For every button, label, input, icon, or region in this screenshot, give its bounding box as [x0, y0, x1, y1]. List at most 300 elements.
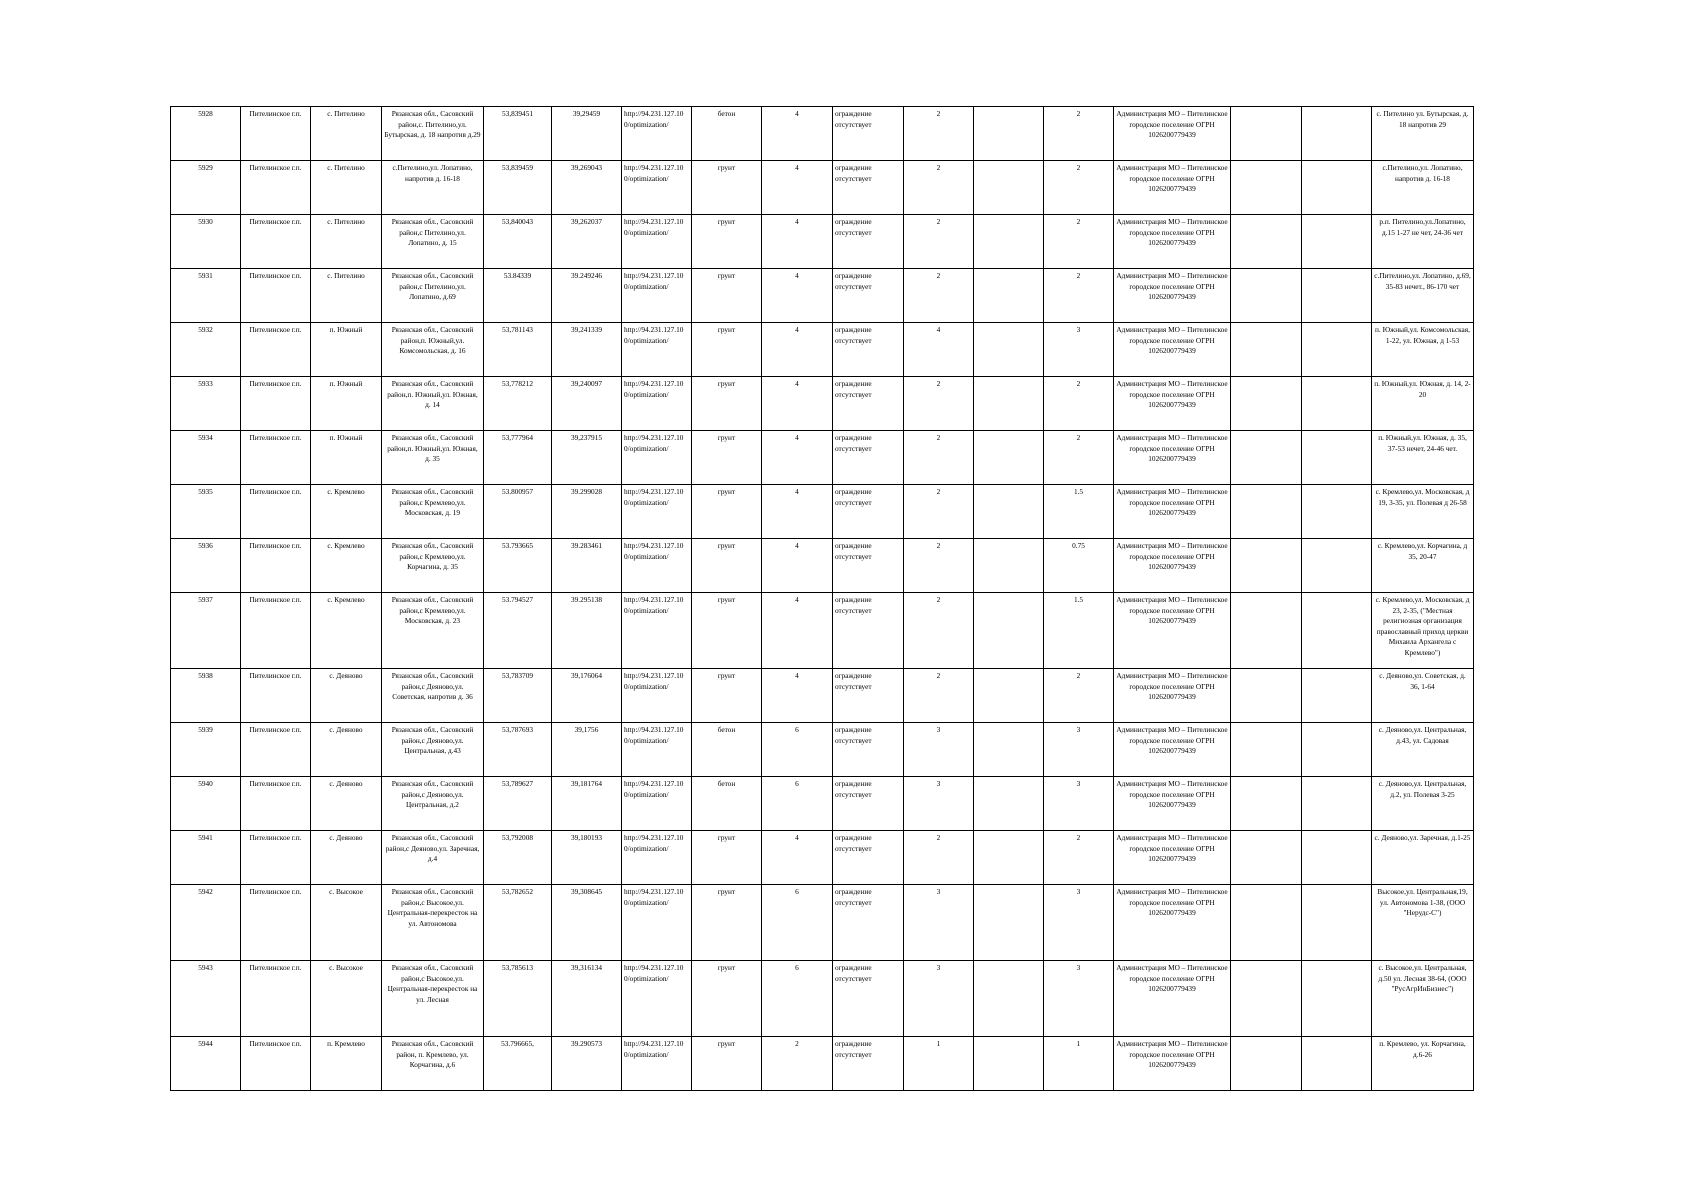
container-volume-cell: 0.75: [1044, 539, 1114, 593]
table-row: [171, 539, 1474, 593]
locality-name-cell: с. Пителино: [311, 269, 382, 323]
settlement-name-cell: Пителинское г.п.: [241, 215, 311, 269]
latitude-cell: 53,839451: [484, 107, 552, 161]
empty-cell-2-cell: [1302, 593, 1372, 669]
site-area-cell: 4: [762, 107, 833, 161]
map-link-cell: http://94.231.127.10 0/optimization/: [622, 593, 692, 669]
map-link-cell: http://94.231.127.10 0/optimization/: [622, 107, 692, 161]
site-address-cell: Рязанская обл., Сасовский район,п. Южный,ул. Южная, д. 14: [382, 377, 484, 431]
row-number-cell: 5928: [171, 107, 241, 161]
row-number-cell: 5930: [171, 215, 241, 269]
registry-table: [170, 106, 1474, 1091]
site-address-cell: Рязанская обл., Сасовский район,п. Южный,ул. Комсомольская, д. 16: [382, 323, 484, 377]
served-objects-cell: с. Деяново,ул. Советская, д. 36, 1-64: [1372, 669, 1474, 723]
site-address-cell: Рязанская обл., Сасовский район,п. Южный,ул. Южная, д. 35: [382, 431, 484, 485]
fence-status-cell: ограждение отсутствует: [833, 539, 904, 593]
row-number-cell: 5942: [171, 885, 241, 961]
settlement-name-cell: Пителинское г.п.: [241, 593, 311, 669]
row-number-cell: 5935: [171, 485, 241, 539]
table-row: [171, 377, 1474, 431]
table-row: [171, 107, 1474, 161]
empty-cell-1-cell: [1231, 269, 1302, 323]
longitude-cell: 39.295138: [552, 593, 622, 669]
container-volume-cell: 3: [1044, 885, 1114, 961]
map-link-cell: http://94.231.127.10 0/optimization/: [622, 961, 692, 1037]
owner-organization-cell: Администрация МО – Пителинское городское поселение ОГРН 1026200779439: [1114, 593, 1231, 669]
surface-type-cell: грунт: [692, 161, 762, 215]
container-volume-cell: 3: [1044, 777, 1114, 831]
site-address-cell: Рязанская обл., Сасовский район,с Кремлево,ул. Московская, д. 19: [382, 485, 484, 539]
site-area-cell: 2: [762, 1037, 833, 1091]
site-area-cell: 4: [762, 485, 833, 539]
container-count-cell: 3: [904, 961, 974, 1037]
container-count-cell: 2: [904, 431, 974, 485]
container-count-2-cell: [974, 723, 1044, 777]
locality-name-cell: с. Деяново: [311, 777, 382, 831]
longitude-cell: 39,308645: [552, 885, 622, 961]
container-count-cell: 2: [904, 669, 974, 723]
site-area-cell: 4: [762, 539, 833, 593]
row-number-cell: 5937: [171, 593, 241, 669]
site-address-cell: Рязанская обл., Сасовский район,с Кремлево,ул. Московская, д. 23: [382, 593, 484, 669]
latitude-cell: 53,789627: [484, 777, 552, 831]
empty-cell-2-cell: [1302, 485, 1372, 539]
surface-type-cell: бетон: [692, 723, 762, 777]
surface-type-cell: бетон: [692, 107, 762, 161]
fence-status-cell: ограждение отсутствует: [833, 377, 904, 431]
table-row: [171, 831, 1474, 885]
empty-cell-1-cell: [1231, 593, 1302, 669]
fence-status-cell: ограждение отсутствует: [833, 215, 904, 269]
container-volume-cell: 1.5: [1044, 593, 1114, 669]
empty-cell-1-cell: [1231, 107, 1302, 161]
container-count-cell: 2: [904, 377, 974, 431]
row-number-cell: 5936: [171, 539, 241, 593]
longitude-cell: 39,237915: [552, 431, 622, 485]
served-objects-cell: с. Высокое,ул. Центральная, д.50 ул. Лесная 38-64, (ООО "РусАгрИнБизнес"): [1372, 961, 1474, 1037]
row-number-cell: 5938: [171, 669, 241, 723]
empty-cell-2-cell: [1302, 539, 1372, 593]
owner-organization-cell: Администрация МО – Пителинское городское поселение ОГРН 1026200779439: [1114, 323, 1231, 377]
container-count-cell: 2: [904, 215, 974, 269]
longitude-cell: 39,176064: [552, 669, 622, 723]
owner-organization-cell: Администрация МО – Пителинское городское поселение ОГРН 1026200779439: [1114, 269, 1231, 323]
settlement-name-cell: Пителинское г.п.: [241, 961, 311, 1037]
container-count-cell: 2: [904, 161, 974, 215]
container-volume-cell: 2: [1044, 377, 1114, 431]
longitude-cell: 39,180193: [552, 831, 622, 885]
row-number-cell: 5941: [171, 831, 241, 885]
site-address-cell: Рязанская обл., Сасовский район,с Высокое,ул. Центральная-перекресток на ул. Автономова: [382, 885, 484, 961]
surface-type-cell: грунт: [692, 431, 762, 485]
owner-organization-cell: Администрация МО – Пителинское городское поселение ОГРН 1026200779439: [1114, 885, 1231, 961]
surface-type-cell: грунт: [692, 831, 762, 885]
container-count-2-cell: [974, 961, 1044, 1037]
locality-name-cell: п. Кремлево: [311, 1037, 382, 1091]
served-objects-cell: с. Деяново,ул. Центральная, д.2, ул. Полевая 3-25: [1372, 777, 1474, 831]
fence-status-cell: ограждение отсутствует: [833, 777, 904, 831]
site-area-cell: 4: [762, 323, 833, 377]
locality-name-cell: с. Деяново: [311, 723, 382, 777]
map-link-cell: http://94.231.127.10 0/optimization/: [622, 485, 692, 539]
empty-cell-1-cell: [1231, 669, 1302, 723]
surface-type-cell: грунт: [692, 269, 762, 323]
container-count-2-cell: [974, 161, 1044, 215]
table-row: [171, 485, 1474, 539]
container-count-2-cell: [974, 323, 1044, 377]
fence-status-cell: ограждение отсутствует: [833, 831, 904, 885]
served-objects-cell: п. Южный,ул. Комсомольская, 1-22, ул. Южная, д 1-53: [1372, 323, 1474, 377]
fence-status-cell: ограждение отсутствует: [833, 431, 904, 485]
latitude-cell: 53.84339: [484, 269, 552, 323]
row-number-cell: 5932: [171, 323, 241, 377]
table-row: [171, 885, 1474, 961]
longitude-cell: 39.290573: [552, 1037, 622, 1091]
table-body: [171, 107, 1474, 1091]
table-row: [171, 777, 1474, 831]
surface-type-cell: грунт: [692, 377, 762, 431]
container-count-2-cell: [974, 485, 1044, 539]
site-address-cell: Рязанская обл., Сасовский район,с Кремлево,ул. Корчагина, д. 35: [382, 539, 484, 593]
container-count-2-cell: [974, 1037, 1044, 1091]
surface-type-cell: грунт: [692, 593, 762, 669]
empty-cell-2-cell: [1302, 669, 1372, 723]
locality-name-cell: с. Пителино: [311, 161, 382, 215]
latitude-cell: 53,787693: [484, 723, 552, 777]
container-volume-cell: 2: [1044, 215, 1114, 269]
row-number-cell: 5931: [171, 269, 241, 323]
container-volume-cell: 3: [1044, 323, 1114, 377]
site-address-cell: Рязанская обл., Сасовский район,с Деяново,ул. Советская, напротив д. 36: [382, 669, 484, 723]
settlement-name-cell: Пителинское г.п.: [241, 831, 311, 885]
table-row: [171, 161, 1474, 215]
site-area-cell: 4: [762, 431, 833, 485]
site-area-cell: 6: [762, 723, 833, 777]
latitude-cell: 53.793665: [484, 539, 552, 593]
container-count-2-cell: [974, 593, 1044, 669]
empty-cell-2-cell: [1302, 107, 1372, 161]
empty-cell-1-cell: [1231, 161, 1302, 215]
owner-organization-cell: Администрация МО – Пителинское городское поселение ОГРН 1026200779439: [1114, 107, 1231, 161]
site-address-cell: Рязанская обл., Сасовский район,с. Пителино,ул. Бутырская, д. 18 напротив д.29: [382, 107, 484, 161]
locality-name-cell: с. Кремлево: [311, 539, 382, 593]
site-area-cell: 6: [762, 777, 833, 831]
site-area-cell: 4: [762, 215, 833, 269]
latitude-cell: 53,777964: [484, 431, 552, 485]
served-objects-cell: р.п. Пителино,ул.Лопатино, д.15 1-27 не чет, 24-36 чет: [1372, 215, 1474, 269]
locality-name-cell: с. Кремлево: [311, 593, 382, 669]
container-volume-cell: 2: [1044, 269, 1114, 323]
site-area-cell: 4: [762, 669, 833, 723]
container-count-cell: 2: [904, 107, 974, 161]
container-count-cell: 2: [904, 593, 974, 669]
latitude-cell: 53,785613: [484, 961, 552, 1037]
surface-type-cell: грунт: [692, 485, 762, 539]
empty-cell-1-cell: [1231, 723, 1302, 777]
empty-cell-1-cell: [1231, 377, 1302, 431]
latitude-cell: 53,792008: [484, 831, 552, 885]
owner-organization-cell: Администрация МО – Пителинское городское поселение ОГРН 1026200779439: [1114, 669, 1231, 723]
settlement-name-cell: Пителинское г.п.: [241, 107, 311, 161]
site-address-cell: Рязанская обл., Сасовский район,с Деяново,ул. Заречная, д.4: [382, 831, 484, 885]
longitude-cell: 39,181764: [552, 777, 622, 831]
settlement-name-cell: Пителинское г.п.: [241, 539, 311, 593]
empty-cell-1-cell: [1231, 539, 1302, 593]
served-objects-cell: с. Кремлево,ул. Московская, д 19, 3-35, ул. Полевая д 26-58: [1372, 485, 1474, 539]
container-volume-cell: 2: [1044, 831, 1114, 885]
site-area-cell: 4: [762, 269, 833, 323]
served-objects-cell: с. Кремлево,ул. Корчагина, д 35, 20-47: [1372, 539, 1474, 593]
owner-organization-cell: Администрация МО – Пителинское городское поселение ОГРН 1026200779439: [1114, 215, 1231, 269]
locality-name-cell: с. Высокое: [311, 961, 382, 1037]
container-count-cell: 2: [904, 485, 974, 539]
fence-status-cell: ограждение отсутствует: [833, 961, 904, 1037]
table-row: [171, 1037, 1474, 1091]
surface-type-cell: грунт: [692, 215, 762, 269]
empty-cell-2-cell: [1302, 215, 1372, 269]
container-volume-cell: 1.5: [1044, 485, 1114, 539]
map-link-cell: http://94.231.127.10 0/optimization/: [622, 215, 692, 269]
settlement-name-cell: Пителинское г.п.: [241, 377, 311, 431]
map-link-cell: http://94.231.127.10 0/optimization/: [622, 377, 692, 431]
container-volume-cell: 2: [1044, 431, 1114, 485]
settlement-name-cell: Пителинское г.п.: [241, 431, 311, 485]
container-volume-cell: 2: [1044, 161, 1114, 215]
site-area-cell: 4: [762, 161, 833, 215]
table-row: [171, 323, 1474, 377]
map-link-cell: http://94.231.127.10 0/optimization/: [622, 539, 692, 593]
container-count-cell: 2: [904, 269, 974, 323]
served-objects-cell: Высокое,ул. Центральная,19, ул. Автономова 1-38, (ООО "Нерудс-С"): [1372, 885, 1474, 961]
latitude-cell: 53,778212: [484, 377, 552, 431]
empty-cell-1-cell: [1231, 215, 1302, 269]
row-number-cell: 5943: [171, 961, 241, 1037]
container-volume-cell: 3: [1044, 723, 1114, 777]
empty-cell-1-cell: [1231, 485, 1302, 539]
latitude-cell: 53.800957: [484, 485, 552, 539]
row-number-cell: 5929: [171, 161, 241, 215]
site-area-cell: 6: [762, 961, 833, 1037]
site-address-cell: Рязанская обл., Сасовский район,с Деяново,ул. Центральная, д.43: [382, 723, 484, 777]
map-link-cell: http://94.231.127.10 0/optimization/: [622, 431, 692, 485]
empty-cell-2-cell: [1302, 269, 1372, 323]
empty-cell-1-cell: [1231, 323, 1302, 377]
owner-organization-cell: Администрация МО – Пителинское городское поселение ОГРН 1026200779439: [1114, 161, 1231, 215]
site-area-cell: 4: [762, 377, 833, 431]
settlement-name-cell: Пителинское г.п.: [241, 323, 311, 377]
owner-organization-cell: Администрация МО – Пителинское городское поселение ОГРН 1026200779439: [1114, 961, 1231, 1037]
map-link-cell: http://94.231.127.10 0/optimization/: [622, 831, 692, 885]
container-count-cell: 2: [904, 831, 974, 885]
surface-type-cell: бетон: [692, 777, 762, 831]
surface-type-cell: грунт: [692, 885, 762, 961]
fence-status-cell: ограждение отсутствует: [833, 323, 904, 377]
settlement-name-cell: Пителинское г.п.: [241, 269, 311, 323]
served-objects-cell: с.Пителино,ул. Лопатино, д.69, 35-83 нечет., 86-170 чет: [1372, 269, 1474, 323]
locality-name-cell: с. Пителино: [311, 215, 382, 269]
container-volume-cell: 3: [1044, 961, 1114, 1037]
empty-cell-2-cell: [1302, 377, 1372, 431]
container-count-cell: 3: [904, 885, 974, 961]
site-address-cell: с.Пителино,ул. Лопатино, напротив д. 16-18: [382, 161, 484, 215]
empty-cell-1-cell: [1231, 1037, 1302, 1091]
locality-name-cell: с. Высокое: [311, 885, 382, 961]
map-link-cell: http://94.231.127.10 0/optimization/: [622, 1037, 692, 1091]
latitude-cell: 53,839459: [484, 161, 552, 215]
served-objects-cell: с.Пителино,ул. Лопатино, напротив д. 16-18: [1372, 161, 1474, 215]
map-link-cell: http://94.231.127.10 0/optimization/: [622, 777, 692, 831]
longitude-cell: 39,262037: [552, 215, 622, 269]
owner-organization-cell: Администрация МО – Пителинское городское поселение ОГРН 1026200779439: [1114, 831, 1231, 885]
settlement-name-cell: Пителинское г.п.: [241, 1037, 311, 1091]
container-count-cell: 3: [904, 777, 974, 831]
fence-status-cell: ограждение отсутствует: [833, 1037, 904, 1091]
empty-cell-1-cell: [1231, 831, 1302, 885]
container-volume-cell: 2: [1044, 107, 1114, 161]
map-link-cell: http://94.231.127.10 0/optimization/: [622, 669, 692, 723]
container-count-2-cell: [974, 831, 1044, 885]
owner-organization-cell: Администрация МО – Пителинское городское поселение ОГРН 1026200779439: [1114, 539, 1231, 593]
empty-cell-2-cell: [1302, 323, 1372, 377]
settlement-name-cell: Пителинское г.п.: [241, 669, 311, 723]
container-volume-cell: 2: [1044, 669, 1114, 723]
locality-name-cell: п. Южный: [311, 431, 382, 485]
settlement-name-cell: Пителинское г.п.: [241, 161, 311, 215]
settlement-name-cell: Пителинское г.п.: [241, 777, 311, 831]
site-address-cell: Рязанская обл., Сасовский район, п. Кремлево, ул. Корчагина, д.6: [382, 1037, 484, 1091]
row-number-cell: 5944: [171, 1037, 241, 1091]
locality-name-cell: п. Южный: [311, 323, 382, 377]
served-objects-cell: с. Кремлево,ул. Московская, д 23, 2-35, ("Местная религиозная организация православный приход церкви Михаила Архангела с Кремлево"): [1372, 593, 1474, 669]
longitude-cell: 39.283461: [552, 539, 622, 593]
container-count-2-cell: [974, 215, 1044, 269]
row-number-cell: 5934: [171, 431, 241, 485]
site-address-cell: Рязанская обл., Сасовский район,с Пителино,ул. Лопатино, д.69: [382, 269, 484, 323]
served-objects-cell: с. Деяново,ул. Заречная, д.1-25: [1372, 831, 1474, 885]
owner-organization-cell: Администрация МО – Пителинское городское поселение ОГРН 1026200779439: [1114, 777, 1231, 831]
latitude-cell: 53,840043: [484, 215, 552, 269]
table-row: [171, 593, 1474, 669]
latitude-cell: 53,781143: [484, 323, 552, 377]
fence-status-cell: ограждение отсутствует: [833, 161, 904, 215]
longitude-cell: 39,29459: [552, 107, 622, 161]
site-area-cell: 4: [762, 831, 833, 885]
empty-cell-1-cell: [1231, 961, 1302, 1037]
container-volume-cell: 1: [1044, 1037, 1114, 1091]
empty-cell-2-cell: [1302, 161, 1372, 215]
locality-name-cell: с. Кремлево: [311, 485, 382, 539]
empty-cell-2-cell: [1302, 1037, 1372, 1091]
longitude-cell: 39,240097: [552, 377, 622, 431]
fence-status-cell: ограждение отсутствует: [833, 669, 904, 723]
map-link-cell: http://94.231.127.10 0/optimization/: [622, 723, 692, 777]
empty-cell-2-cell: [1302, 723, 1372, 777]
site-address-cell: Рязанская обл., Сасовский район,с Деяново,ул. Центральная, д.2: [382, 777, 484, 831]
served-objects-cell: п. Южный,ул. Южная, д. 35, 37-53 нечет, 24-46 чет.: [1372, 431, 1474, 485]
surface-type-cell: грунт: [692, 1037, 762, 1091]
longitude-cell: 39,316134: [552, 961, 622, 1037]
container-count-cell: 2: [904, 539, 974, 593]
empty-cell-1-cell: [1231, 885, 1302, 961]
fence-status-cell: ограждение отсутствует: [833, 593, 904, 669]
table-row: [171, 431, 1474, 485]
fence-status-cell: ограждение отсутствует: [833, 107, 904, 161]
surface-type-cell: грунт: [692, 323, 762, 377]
locality-name-cell: п. Южный: [311, 377, 382, 431]
container-count-2-cell: [974, 431, 1044, 485]
owner-organization-cell: Администрация МО – Пителинское городское поселение ОГРН 1026200779439: [1114, 723, 1231, 777]
fence-status-cell: ограждение отсутствует: [833, 485, 904, 539]
map-link-cell: http://94.231.127.10 0/optimization/: [622, 161, 692, 215]
locality-name-cell: с. Деяново: [311, 669, 382, 723]
longitude-cell: 39,1756: [552, 723, 622, 777]
site-address-cell: Рязанская обл., Сасовский район,с Высокое,ул. Центральная-перекресток на ул. Лесная: [382, 961, 484, 1037]
empty-cell-1-cell: [1231, 777, 1302, 831]
site-address-cell: Рязанская обл., Сасовский район,с Пителино,ул. Лопатино, д. 15: [382, 215, 484, 269]
container-count-cell: 4: [904, 323, 974, 377]
settlement-name-cell: Пителинское г.п.: [241, 723, 311, 777]
surface-type-cell: грунт: [692, 539, 762, 593]
owner-organization-cell: Администрация МО – Пителинское городское поселение ОГРН 1026200779439: [1114, 485, 1231, 539]
map-link-cell: http://94.231.127.10 0/optimization/: [622, 323, 692, 377]
longitude-cell: 39.299028: [552, 485, 622, 539]
container-count-2-cell: [974, 269, 1044, 323]
surface-type-cell: грунт: [692, 961, 762, 1037]
empty-cell-2-cell: [1302, 961, 1372, 1037]
map-link-cell: http://94.231.127.10 0/optimization/: [622, 885, 692, 961]
table-row: [171, 669, 1474, 723]
latitude-cell: 53.796665,: [484, 1037, 552, 1091]
row-number-cell: 5940: [171, 777, 241, 831]
surface-type-cell: грунт: [692, 669, 762, 723]
table-row: [171, 723, 1474, 777]
table-row: [171, 961, 1474, 1037]
empty-cell-1-cell: [1231, 431, 1302, 485]
settlement-name-cell: Пителинское г.п.: [241, 485, 311, 539]
container-count-cell: 3: [904, 723, 974, 777]
fence-status-cell: ограждение отсутствует: [833, 723, 904, 777]
site-area-cell: 6: [762, 885, 833, 961]
served-objects-cell: п. Кремлево, ул. Корчагина, д.6-26: [1372, 1037, 1474, 1091]
fence-status-cell: ограждение отсутствует: [833, 885, 904, 961]
site-area-cell: 4: [762, 593, 833, 669]
row-number-cell: 5933: [171, 377, 241, 431]
longitude-cell: 39.249246: [552, 269, 622, 323]
served-objects-cell: п. Южный,ул. Южная, д. 14, 2-20: [1372, 377, 1474, 431]
map-link-cell: http://94.231.127.10 0/optimization/: [622, 269, 692, 323]
owner-organization-cell: Администрация МО – Пителинское городское поселение ОГРН 1026200779439: [1114, 1037, 1231, 1091]
table-row: [171, 215, 1474, 269]
empty-cell-2-cell: [1302, 831, 1372, 885]
locality-name-cell: с. Пителино: [311, 107, 382, 161]
container-count-2-cell: [974, 777, 1044, 831]
locality-name-cell: с. Деяново: [311, 831, 382, 885]
container-count-2-cell: [974, 539, 1044, 593]
empty-cell-2-cell: [1302, 885, 1372, 961]
container-count-2-cell: [974, 377, 1044, 431]
fence-status-cell: ограждение отсутствует: [833, 269, 904, 323]
longitude-cell: 39,269043: [552, 161, 622, 215]
settlement-name-cell: Пителинское г.п.: [241, 885, 311, 961]
latitude-cell: 53,783709: [484, 669, 552, 723]
latitude-cell: 53,782652: [484, 885, 552, 961]
latitude-cell: 53.794527: [484, 593, 552, 669]
owner-organization-cell: Администрация МО – Пителинское городское поселение ОГРН 1026200779439: [1114, 431, 1231, 485]
empty-cell-2-cell: [1302, 431, 1372, 485]
served-objects-cell: с. Пителино ул. Бутырская, д. 18 напротив 29: [1372, 107, 1474, 161]
served-objects-cell: с. Деяново,ул. Центральная, д.43, ул. Садовая: [1372, 723, 1474, 777]
container-count-2-cell: [974, 885, 1044, 961]
